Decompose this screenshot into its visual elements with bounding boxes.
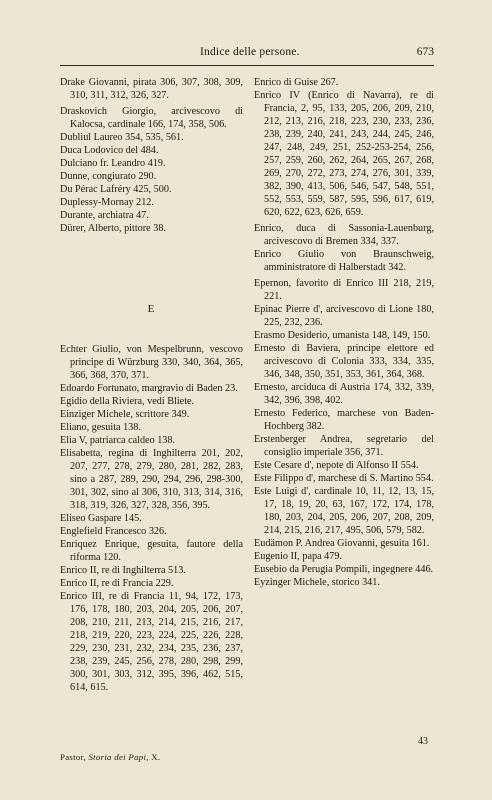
index-entry: Dunne, congiurato 290. (60, 171, 157, 182)
index-entry: Elia V, patriarca caldeo 138. (60, 435, 176, 446)
index-entry: Enrico III, re di Francia 11, 94, 172, 173, 176, 178, 180, 203, 204, 205, 206, 207, 208, 210, 211, 213, 214, 215, 216, 217, 218, 219, 220, 223, 224, 225, 226, 228, 229, 230, 231, 232, 234, 235, 236, 237, 238, 239, 245, 256, 278, 280, 298, 299, 300, 301, 303, 312, 395, 396, 462, 515, 614, 615. (60, 591, 243, 693)
index-entry: Enrico di Guise 267. (254, 77, 339, 88)
index-entry: Draskovich Giorgio, arcivescovo di Kalocsa, cardinale 166, 174, 358, 506. (60, 106, 243, 130)
index-entry: Eusebio da Perugia Pompili, ingegnere 446. (254, 564, 434, 575)
header-rule (60, 65, 434, 66)
index-entry: Durante, archiatra 47. (60, 210, 149, 221)
index-entry: Eudämon P. Andrea Giovanni, gesuita 161. (254, 538, 430, 549)
footer-volume: X. (151, 752, 161, 762)
index-entry: Echter Giulio, von Mespelbrunn, vescovo principe di Würzburg 330, 340, 364, 365, 366, 368, 370, 371. (60, 344, 243, 381)
index-entry: Ernesto di Baviera, principe elettore ed arcivescovo di Colonia 333, 334, 335, 346, 348, 350, 351, 353, 361, 364, 368. (254, 343, 434, 380)
index-entry: Du Pérac Lafréry 425, 500. (60, 184, 172, 195)
page-number: 673 (416, 46, 434, 58)
index-entry: Englefield Francesco 326. (60, 526, 167, 537)
index-entry: Este Cesare d', nepote di Alfonso II 554. (254, 460, 419, 471)
footer-author: Pastor, (60, 752, 86, 762)
index-entry: Enrico, duca di Sassonia-Lauenburg, arcivescovo di Bremen 334, 337. (254, 223, 434, 247)
signature-mark: 43 (418, 736, 428, 747)
index-entry: Eyzinger Michele, storico 341. (254, 577, 380, 588)
index-entry: Eliano, gesuita 138. (60, 422, 141, 433)
index-entry: Erstenberger Andrea, segretario del consiglio imperiale 356, 371. (254, 434, 434, 458)
index-entry: Enrico II, re di Inghilterra 513. (60, 565, 186, 576)
index-entry: Ernesto, arciduca di Austria 174, 332, 339, 342, 396, 398, 402. (254, 382, 434, 406)
index-entry: Edoardo Fortunato, margravio di Baden 23. (60, 383, 238, 394)
footer-citation (60, 752, 160, 762)
index-entry: Dubliul Laureo 354, 535, 561. (60, 132, 184, 143)
index-entry: Einziger Michele, scrittore 349. (60, 409, 190, 420)
index-entry: Este Filippo d', marchese di S. Martino 554. (254, 473, 434, 484)
right-column (254, 76, 434, 589)
index-entry: Epinac Pierre d', arcivescovo di Lione 180, 225, 232, 236. (254, 304, 434, 328)
index-entry: Ernesto Federico, marchese von Baden-Hochberg 382. (254, 408, 434, 432)
footer-work: Storia dei Papi, (88, 752, 149, 762)
page-footer (60, 736, 434, 766)
index-entry: Epernon, favorito di Enrico III 218, 219, 221. (254, 278, 434, 302)
index-entry: Drake Giovanni, pirata 306, 307, 308, 309, 310, 311, 312, 326, 327. (60, 77, 243, 101)
index-entry: Este Luigi d', cardinale 10, 11, 12, 13, 15, 17, 18, 19, 20, 63, 167, 172, 174, 178, 180, 203, 204, 205, 206, 207, 208, 209, 214, 215, 216, 217, 495, 506, 579, 582. (254, 486, 434, 536)
index-entry: Enrico IV (Enrico di Navarra), re di Francia, 2, 95, 133, 205, 206, 209, 210, 212, 213, 216, 218, 223, 230, 233, 236, 238, 239, 240, 241, 243, 244, 245, 246, 247, 248, 249, 251, 252-253-254, 256, 257, 259, 260, 262, 264, 265, 267, 268, 269, 270, 272, 273, 274, 276, 301, 339, 382, 390, 413, 506, 546, 547, 548, 551, 552, 553, 559, 587, 595, 596, 617, 619, 620, 622, 623, 626, 659. (254, 90, 434, 218)
index-entry: Duca Lodovico del 484. (60, 145, 159, 156)
left-column (60, 76, 243, 694)
index-entry: Enrico II, re di Francia 229. (60, 578, 174, 589)
index-entry: Egidio della Riviera, vedi Bliete. (60, 396, 195, 407)
index-entry: Duplessy-Mornay 212. (60, 197, 154, 208)
running-header (60, 46, 434, 62)
header-title: Indice delle persone. (200, 46, 300, 58)
index-entry: Enriquez Enrique, gesuita, fautore della riforma 120. (60, 539, 243, 563)
index-entry: Eugenio II, papa 479. (254, 551, 342, 562)
index-entry: Dürer, Alberto, pittore 38. (60, 223, 166, 234)
index-entry: Enrico Giulio von Braunschweig, amministratore di Halberstadt 342. (254, 249, 434, 273)
index-entry: Dulciano fr. Leandro 419. (60, 158, 166, 169)
index-entry: Elisabetta, regina di Inghilterra 201, 202, 207, 277, 278, 279, 280, 281, 282, 283, sino a 287, 289, 290, 294, 296, 298-300, 301, 302, sino al 306, 310, 313, 314, 316, 318, 319, 326, 327, 328, 356, 395. (60, 448, 243, 511)
index-entry: Erasmo Desiderio, umanista 148, 149, 150. (254, 330, 431, 341)
index-entry: Eliseo Gaspare 145. (60, 513, 142, 524)
section-letter: E (147, 303, 156, 315)
